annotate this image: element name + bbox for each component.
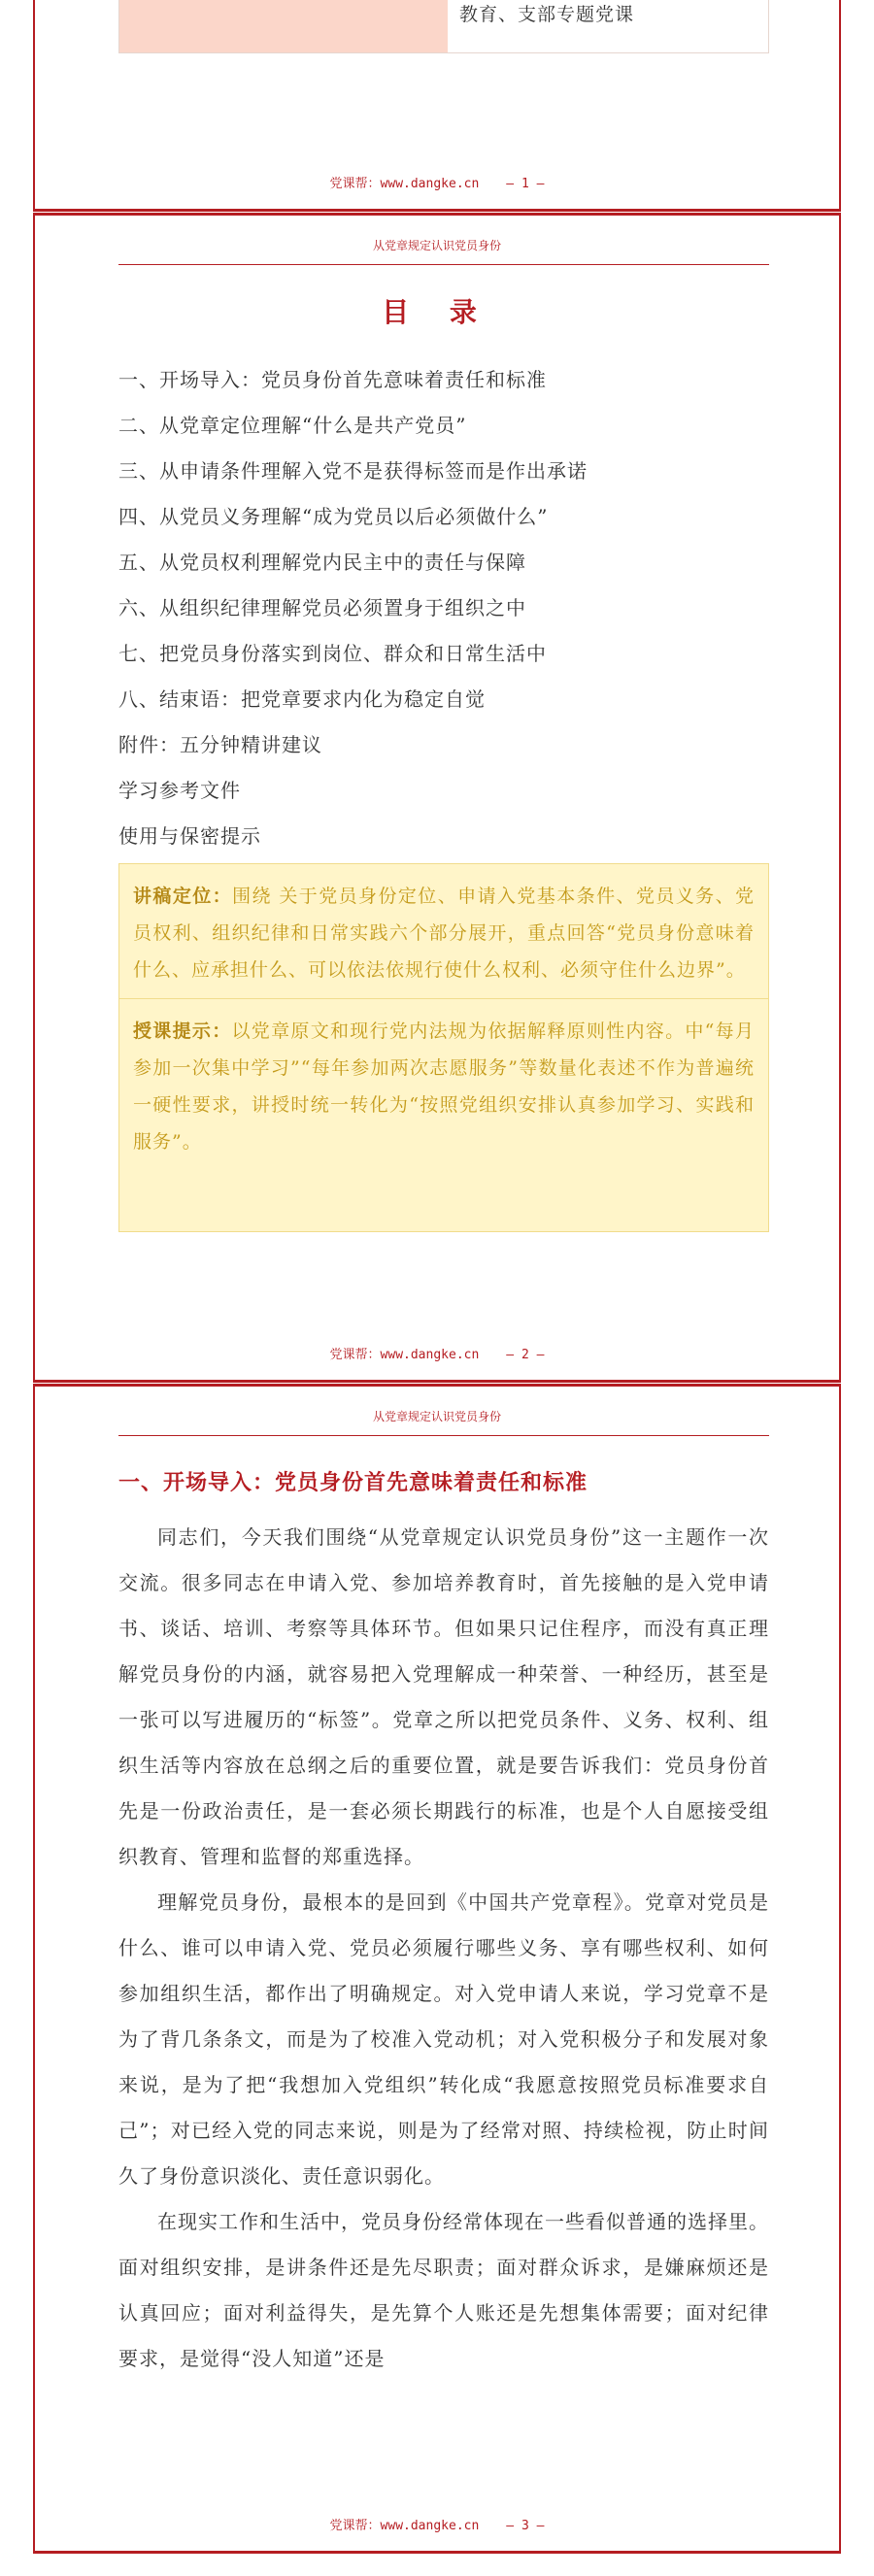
page-1 <box>33 0 841 212</box>
table-cell-value: 教育、支部专题党课 <box>459 4 635 25</box>
page-footer <box>35 2515 839 2533</box>
toc-item[interactable]: 八、结束语：把党章要求内化为稳定自觉 <box>118 687 486 711</box>
header-divider <box>118 1435 769 1436</box>
toc-item[interactable]: 附件：五分钟精讲建议 <box>118 733 322 756</box>
toc-item[interactable]: 四、从党员义务理解“成为党员以后必须做什么” <box>118 505 549 528</box>
note-text: 以党章原文和现行党内法规为依据解释原则性内容。中“每月参加一次集中学习”“每年参加两次志愿服务”等数量化表述不作为普遍统一硬性要求，讲授时统一转化为“按照党组织安排认真参加学习、实践和服务”。 <box>133 1020 755 1153</box>
running-header: 从党章规定认识党员身份 <box>372 1410 501 1423</box>
running-header: 从党章规定认识党员身份 <box>372 239 501 252</box>
footer-site: 党课帮：www.dangke.cn <box>329 2519 480 2533</box>
page-2 <box>33 213 841 1383</box>
footer-page-number: — 2 — <box>506 1348 545 1362</box>
paragraph: 在现实工作和生活中，党员身份经常体现在一些看似普通的选择里。面对组织安排，是讲条件还是先尽职责；面对群众诉求，是嫌麻烦还是认真回应；面对利益得失，是先算个人账还是先想集体需要；面对纪律要求，是觉得“没人知道”还是 <box>118 2210 769 2370</box>
toc-item[interactable]: 七、把党员身份落实到岗位、群众和日常生活中 <box>118 642 547 665</box>
toc-item[interactable]: 学习参考文件 <box>118 779 241 802</box>
toc-item[interactable]: 三、从申请条件理解入党不是获得标签而是作出承诺 <box>118 459 588 483</box>
page-footer <box>35 173 839 191</box>
toc-title: 目 录 <box>382 296 492 328</box>
toc-item[interactable]: 二、从党章定位理解“什么是共产党员” <box>118 414 467 437</box>
note-text: 围绕 关于党员身份定位、申请入党基本条件、党员义务、党员权利、组织纪律和日常实践六个部分展开，重点回答“党员身份意味着什么、应承担什么、可以依法依规行使什么权利、必须守住什么边界”。 <box>133 886 755 981</box>
section-title: 一、开场导入：党员身份首先意味着责任和标准 <box>118 1471 588 1495</box>
toc-item[interactable]: 一、开场导入：党员身份首先意味着责任和标准 <box>118 368 547 391</box>
notes-box <box>118 863 769 1232</box>
header-divider <box>118 264 769 265</box>
page-3 <box>33 1384 841 2554</box>
note-label: 讲稿定位： <box>133 886 233 907</box>
footer-site: 党课帮：www.dangke.cn <box>329 177 480 191</box>
toc-list <box>118 357 769 859</box>
toc-item[interactable]: 五、从党员权利理解党内民主中的责任与保障 <box>118 551 526 574</box>
note-positioning <box>119 864 768 998</box>
toc-item[interactable]: 六、从组织纪律理解党员必须置身于组织之中 <box>118 596 526 619</box>
paragraph: 理解党员身份，最根本的是回到《中国共产党章程》。党章对党员是什么、谁可以申请入党、党员必须履行哪些义务、享有哪些权利、如何参加组织生活，都作出了明确规定。对入党申请人来说，学习党章不是为了背几条条文，而是为了校准入党动机；对入党积极分子和发展对象来说，是为了把“我想加入党组织”转化成“我愿意按照党员标准要求自己”；对已经入党的同志来说，则是为了经常对照、持续检视，防止时间久了身份意识淡化、责任意识弱化。 <box>118 1890 769 2188</box>
page-footer <box>35 1344 839 1362</box>
note-teaching-tip <box>119 998 768 1170</box>
footer-page-number: — 1 — <box>506 177 545 191</box>
body-text <box>118 1515 769 2382</box>
table-cell-label <box>119 0 448 52</box>
paragraph: 同志们，今天我们围绕“从党章规定认识党员身份”这一主题作一次交流。很多同志在申请入党、参加培养教育时，首先接触的是入党申请书、谈话、培训、考察等具体环节。但如果只记住程序，而没有真正理解党员身份的内涵，就容易把入党理解成一种荣誉、一种经历，甚至是一张可以写进履历的“标签”。党章之所以把党员条件、义务、权利、组织生活等内容放在总纲之后的重要位置，就是要告诉我们：党员身份首先是一份政治责任，是一套必须长期践行的标准，也是个人自愿接受组织教育、管理和监督的郑重选择。 <box>118 1525 769 1868</box>
note-label: 授课提示： <box>133 1020 232 1042</box>
footer-page-number: — 3 — <box>506 2519 545 2533</box>
topic-table <box>118 0 769 53</box>
toc-item[interactable]: 使用与保密提示 <box>118 824 261 848</box>
footer-site: 党课帮：www.dangke.cn <box>329 1348 480 1362</box>
